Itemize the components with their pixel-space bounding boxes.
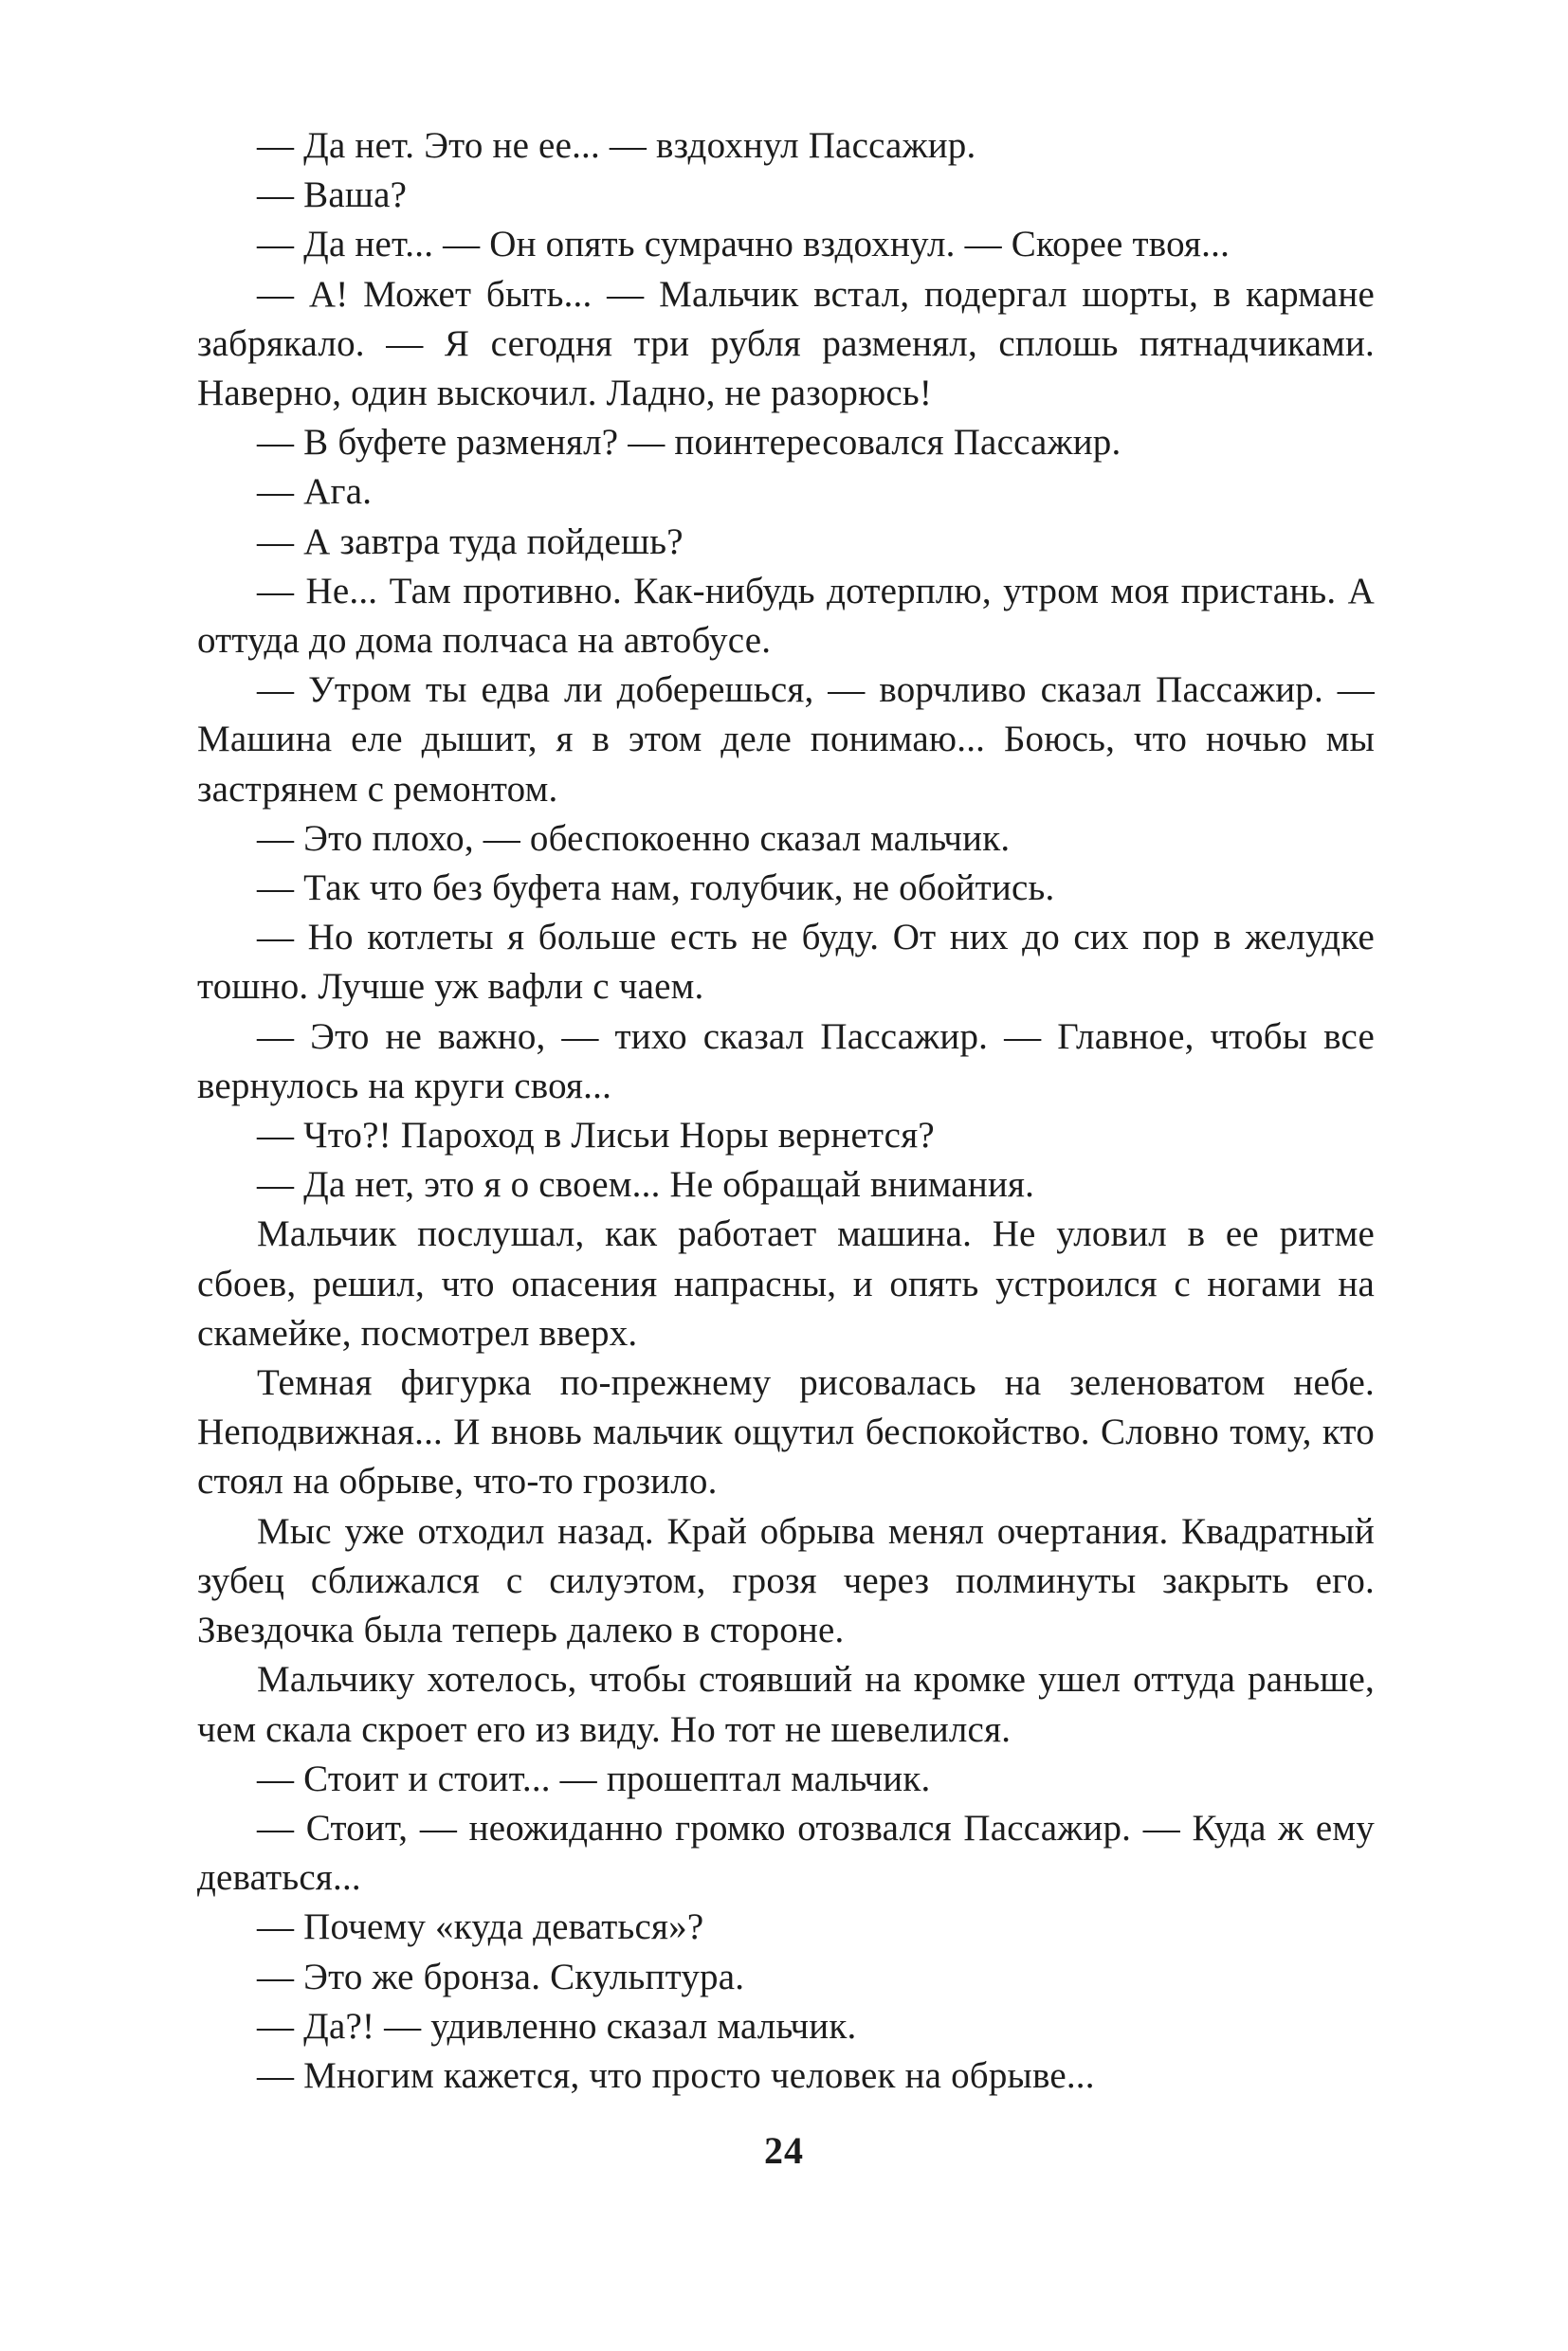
paragraph: — Многим кажется, что просто человек на обрыве... (257, 2054, 1095, 2096)
paragraph: — Стоит, — неожиданно громко отозвался Пассажир. — Куда ж ему деваться... (197, 1807, 1375, 1899)
paragraph: — Это плохо, — обеспокоенно сказал мальчик. (257, 817, 1011, 859)
paragraph: — Да нет, это я о своем... Не обращай внимания. (257, 1164, 1035, 1206)
body-text (197, 121, 1375, 2101)
paragraph: — Но котлеты я больше есть не буду. От них до сих пор в желудке тошно. Лучше уж вафли с чаем. (197, 917, 1375, 1008)
paragraph: — А завтра туда пойдешь? (257, 520, 684, 562)
paragraph: — Это же бронза. Скульптура. (257, 1956, 745, 1997)
paragraph: — Ага. (257, 471, 373, 513)
paragraph: — Ваша? (257, 174, 408, 216)
paragraph: — Что?! Пароход в Лисьи Норы вернется? (257, 1115, 935, 1157)
paragraph: — Стоит и стоит... — прошептал мальчик. (257, 1758, 931, 1799)
page-number: 24 (764, 2129, 804, 2172)
paragraph: Мальчик послушал, как работает машина. Не уловил в ее ритме сбоев, решил, что опасения напрасны, и опять устроился с ногами на скамейке, посмотрел вверх. (197, 1213, 1375, 1354)
paragraph: Темная фигурка по-прежнему рисовалась на зеленоватом небе. Неподвижная... И вновь мальчик ощутил беспокойство. Словно тому, кто стоял на обрыве, что-то грозило. (197, 1362, 1375, 1503)
paragraph: — В буфете разменял? — поинтересовался Пассажир. (257, 422, 1121, 464)
paragraph: — Да нет. Это не ее... — вздохнул Пассажир. (257, 125, 976, 166)
paragraph: — Почему «куда деваться»? (257, 1906, 704, 1948)
paragraph: — Так что без буфета нам, голубчик, не обойтись. (257, 867, 1055, 909)
paragraph: — Утром ты едва ли доберешься, — ворчливо сказал Пассажир. — Машина еле дышит, я в этом деле понимаю... Боюсь, что ночью мы застрянем с ремонтом. (197, 669, 1375, 810)
paragraph: Мыс уже отходил назад. Край обрыва менял очертания. Квадратный зубец сближался с силуэтом, грозя через полминуты закрыть его. Звездочка была теперь далеко в стороне. (197, 1510, 1375, 1651)
paragraph: — А! Может быть... — Мальчик встал, подергал шорты, в кармане забрякало. — Я сегодня три рубля разменял, сплошь пятнадчиками. Наверно, один выскочил. Ладно, не разорюсь! (197, 273, 1375, 414)
paragraph: — Это не важно, — тихо сказал Пассажир. — Главное, чтобы все вернулось на круги своя... (197, 1015, 1375, 1106)
paragraph: — Да?! — удивленно сказал мальчик. (257, 2005, 857, 2047)
paragraph: — Не... Там противно. Как-нибудь дотерплю, утром моя пристань. А оттуда до дома полчаса на автобусе. (197, 570, 1375, 662)
paragraph: — Да нет... — Он опять сумрачно вздохнул. — Скорее твоя... (257, 224, 1231, 265)
paragraph: Мальчику хотелось, чтобы стоявший на кромке ушел оттуда раньше, чем скала скроет его из виду. Но тот не шевелился. (197, 1659, 1375, 1750)
